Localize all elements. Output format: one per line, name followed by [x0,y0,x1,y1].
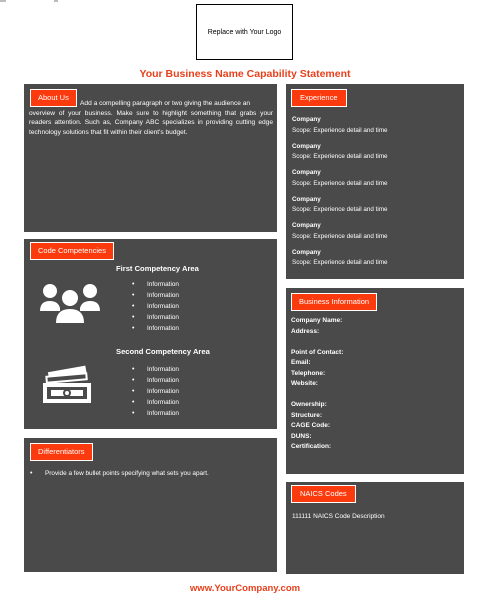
people-group-icon [39,281,101,325]
experience-scope: Scope: Experience detail and time [292,259,388,266]
business-info-line: Telephone: [291,369,326,377]
list-item: • Provide a few bullet points specifying what sets you apart. [45,468,209,479]
money-bills-icon [41,365,93,405]
business-info-line: Email: [291,359,311,366]
experience-scope: Scope: Experience detail and time [292,126,388,134]
differentiators-label: Differentiators [30,443,93,461]
experience-item [292,248,462,269]
experience-company: Company [292,116,321,123]
business-info-panel [286,288,464,474]
about-label: About Us [30,89,77,107]
business-info-line: Ownership: [291,401,327,408]
experience-item [292,221,462,242]
experience-company: Company [292,248,321,256]
first-competency-title: First Competency Area [116,264,199,273]
page-edge-mark [0,0,6,2]
experience-scope: Scope: Experience detail and time [292,206,388,213]
experience-company: Company [292,222,321,229]
list-item: • Information [147,375,179,386]
naics-label: NAICS Codes [291,485,356,503]
experience-item [292,168,462,189]
footer-website[interactable]: www.YourCompany.com [189,583,301,594]
business-info-line [291,390,461,401]
experience-scope: Scope: Experience detail and time [292,153,388,160]
list-item: • Information [147,312,179,323]
business-info-line: Certification: [291,443,332,450]
business-info-line: Company Name: [291,317,343,324]
business-info-line: Point of Contact: [291,348,344,356]
experience-scope: Scope: Experience detail and time [292,179,388,187]
experience-company: Company [292,142,321,150]
second-competency-list [131,364,179,419]
experience-scope: Scope: Experience detail and time [292,232,388,240]
about-panel [24,84,277,232]
list-item: • Information [147,397,179,408]
experience-item [292,142,462,163]
experience-list [292,115,462,274]
second-competency-title: Second Competency Area [116,347,210,356]
experience-item [292,115,462,136]
list-item: • Information [147,301,179,312]
experience-company: Company [292,169,321,176]
experience-panel [286,84,464,279]
business-info-line: DUNS: [291,432,312,440]
business-info-line: Structure: [291,411,323,419]
business-info-line: Address: [291,327,320,335]
list-item: • Information [147,279,179,290]
list-item: • Information [147,386,179,397]
experience-label: Experience [291,89,347,107]
business-info-label: Business Information [291,293,377,311]
naics-description: 111111 NAICS Code Description [292,513,385,520]
experience-company: Company [292,195,321,203]
competencies-panel [24,239,277,429]
experience-item [292,195,462,216]
business-info-line: Website: [291,380,318,387]
page-title: Your Business Name Capability Statement [139,68,351,80]
competencies-label: Code Competencies [30,242,114,260]
page-edge-mark [54,0,58,2]
logo-text: Replace with Your Logo [207,28,282,36]
first-competency-list [131,279,179,334]
list-item: • Information [147,323,179,334]
business-info-line [291,337,461,348]
list-item: • Information [147,364,179,375]
about-paragraph: overview of your business. Make sure to highlight something that grabs your readers attention. Such as, Company ABC specializes in providing cutting edge technology solutions that fit within their client's budget. [29,109,273,136]
business-info-list [291,316,461,453]
differentiators-list [45,468,209,479]
about-lead: Add a compelling paragraph or two giving the audience an [80,100,251,107]
business-info-line: CAGE Code: [291,422,330,429]
list-item: • Information [147,408,179,419]
naics-panel [286,482,464,574]
list-item: • Information [147,290,179,301]
logo-placeholder [196,4,293,60]
differentiators-panel [24,438,277,572]
